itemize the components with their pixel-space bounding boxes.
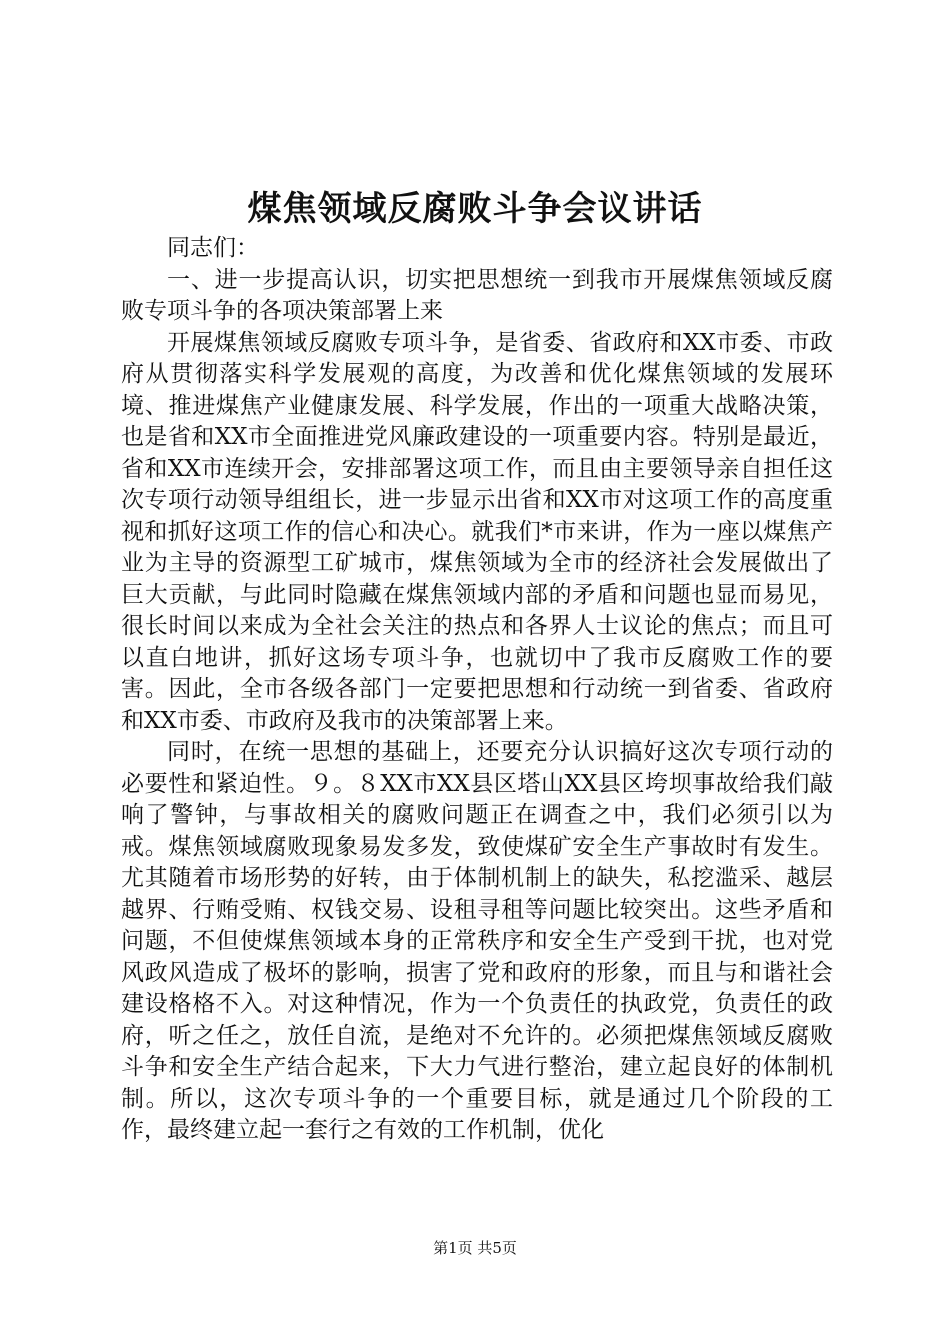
section-heading-paragraph: 一、进一步提高认识，切实把思想统一到我市开展煤焦领域反腐败专项斗争的各项决策部署上来 xyxy=(121,266,833,324)
document-body xyxy=(121,233,833,1147)
salutation-paragraph: 同志们： xyxy=(167,235,259,261)
document-title: 煤焦领域反腐败斗争会议讲话 xyxy=(247,189,703,229)
body-paragraph: 同时，在统一思想的基础上，还要充分认识搞好这次专项行动的必要性和紧迫性。９。８XX市XX县区塔山XX县区垮坝事故给我们敲响了警钟，与事故相关的腐败问题正在调查之中，我们必须引以为戒。煤焦领域腐败现象易发多发，致使煤矿安全生产事故时有发生。尤其随着市场形势的好转，由于体制机制上的缺失，私挖滥采、越层越界、行贿受贿、权钱交易、设租寻租等问题比较突出。这些矛盾和问题，不但使煤焦领域本身的正常秩序和安全生产受到干扰，也对党风政风造成了极坏的影响，损害了党和政府的形象，而且与和谐社会建设格格不入。对这种情况，作为一个负责任的执政党，负责任的政府，听之任之，放任自流，是绝对不允许的。必须把煤焦领域反腐败斗争和安全生产结合起来，下大力气进行整治，建立起良好的体制机制。所以，这次专项斗争的一个重要目标，就是通过几个阶段的工作，最终建立起一套行之有效的工作机制，优化 xyxy=(121,739,833,1143)
body-paragraph: 开展煤焦领域反腐败专项斗争，是省委、省政府和XX市委、市政府从贯彻落实科学发展观的高度，为改善和优化煤焦领域的发展环境、推进煤焦产业健康发展、科学发展，作出的一项重大战略决策，也是省和XX市全面推进党风廉政建设的一项重要内容。特别是最近，省和XX市连续开会，安排部署这项工作，而且由主要领导亲自担任这次专项行动领导组组长，进一步显示出省和XX市对这项工作的高度重视和抓好这项工作的信心和决心。就我们*市来讲，作为一座以煤焦产业为主导的资源型工矿城市，煤焦领域为全市的经济社会发展做出了巨大贡献，与此同时隐藏在煤焦领域内部的矛盾和问题也显而易见，很长时间以来成为全社会关注的热点和各界人士议论的焦点；而且可以直白地讲，抓好这场专项斗争，也就切中了我市反腐败工作的要害。因此，全市各级各部门一定要把思想和行动统一到省委、省政府和XX市委、市政府及我市的决策部署上来。 xyxy=(121,329,833,734)
page-number-footer: 第1页 共5页 xyxy=(433,1239,517,1257)
